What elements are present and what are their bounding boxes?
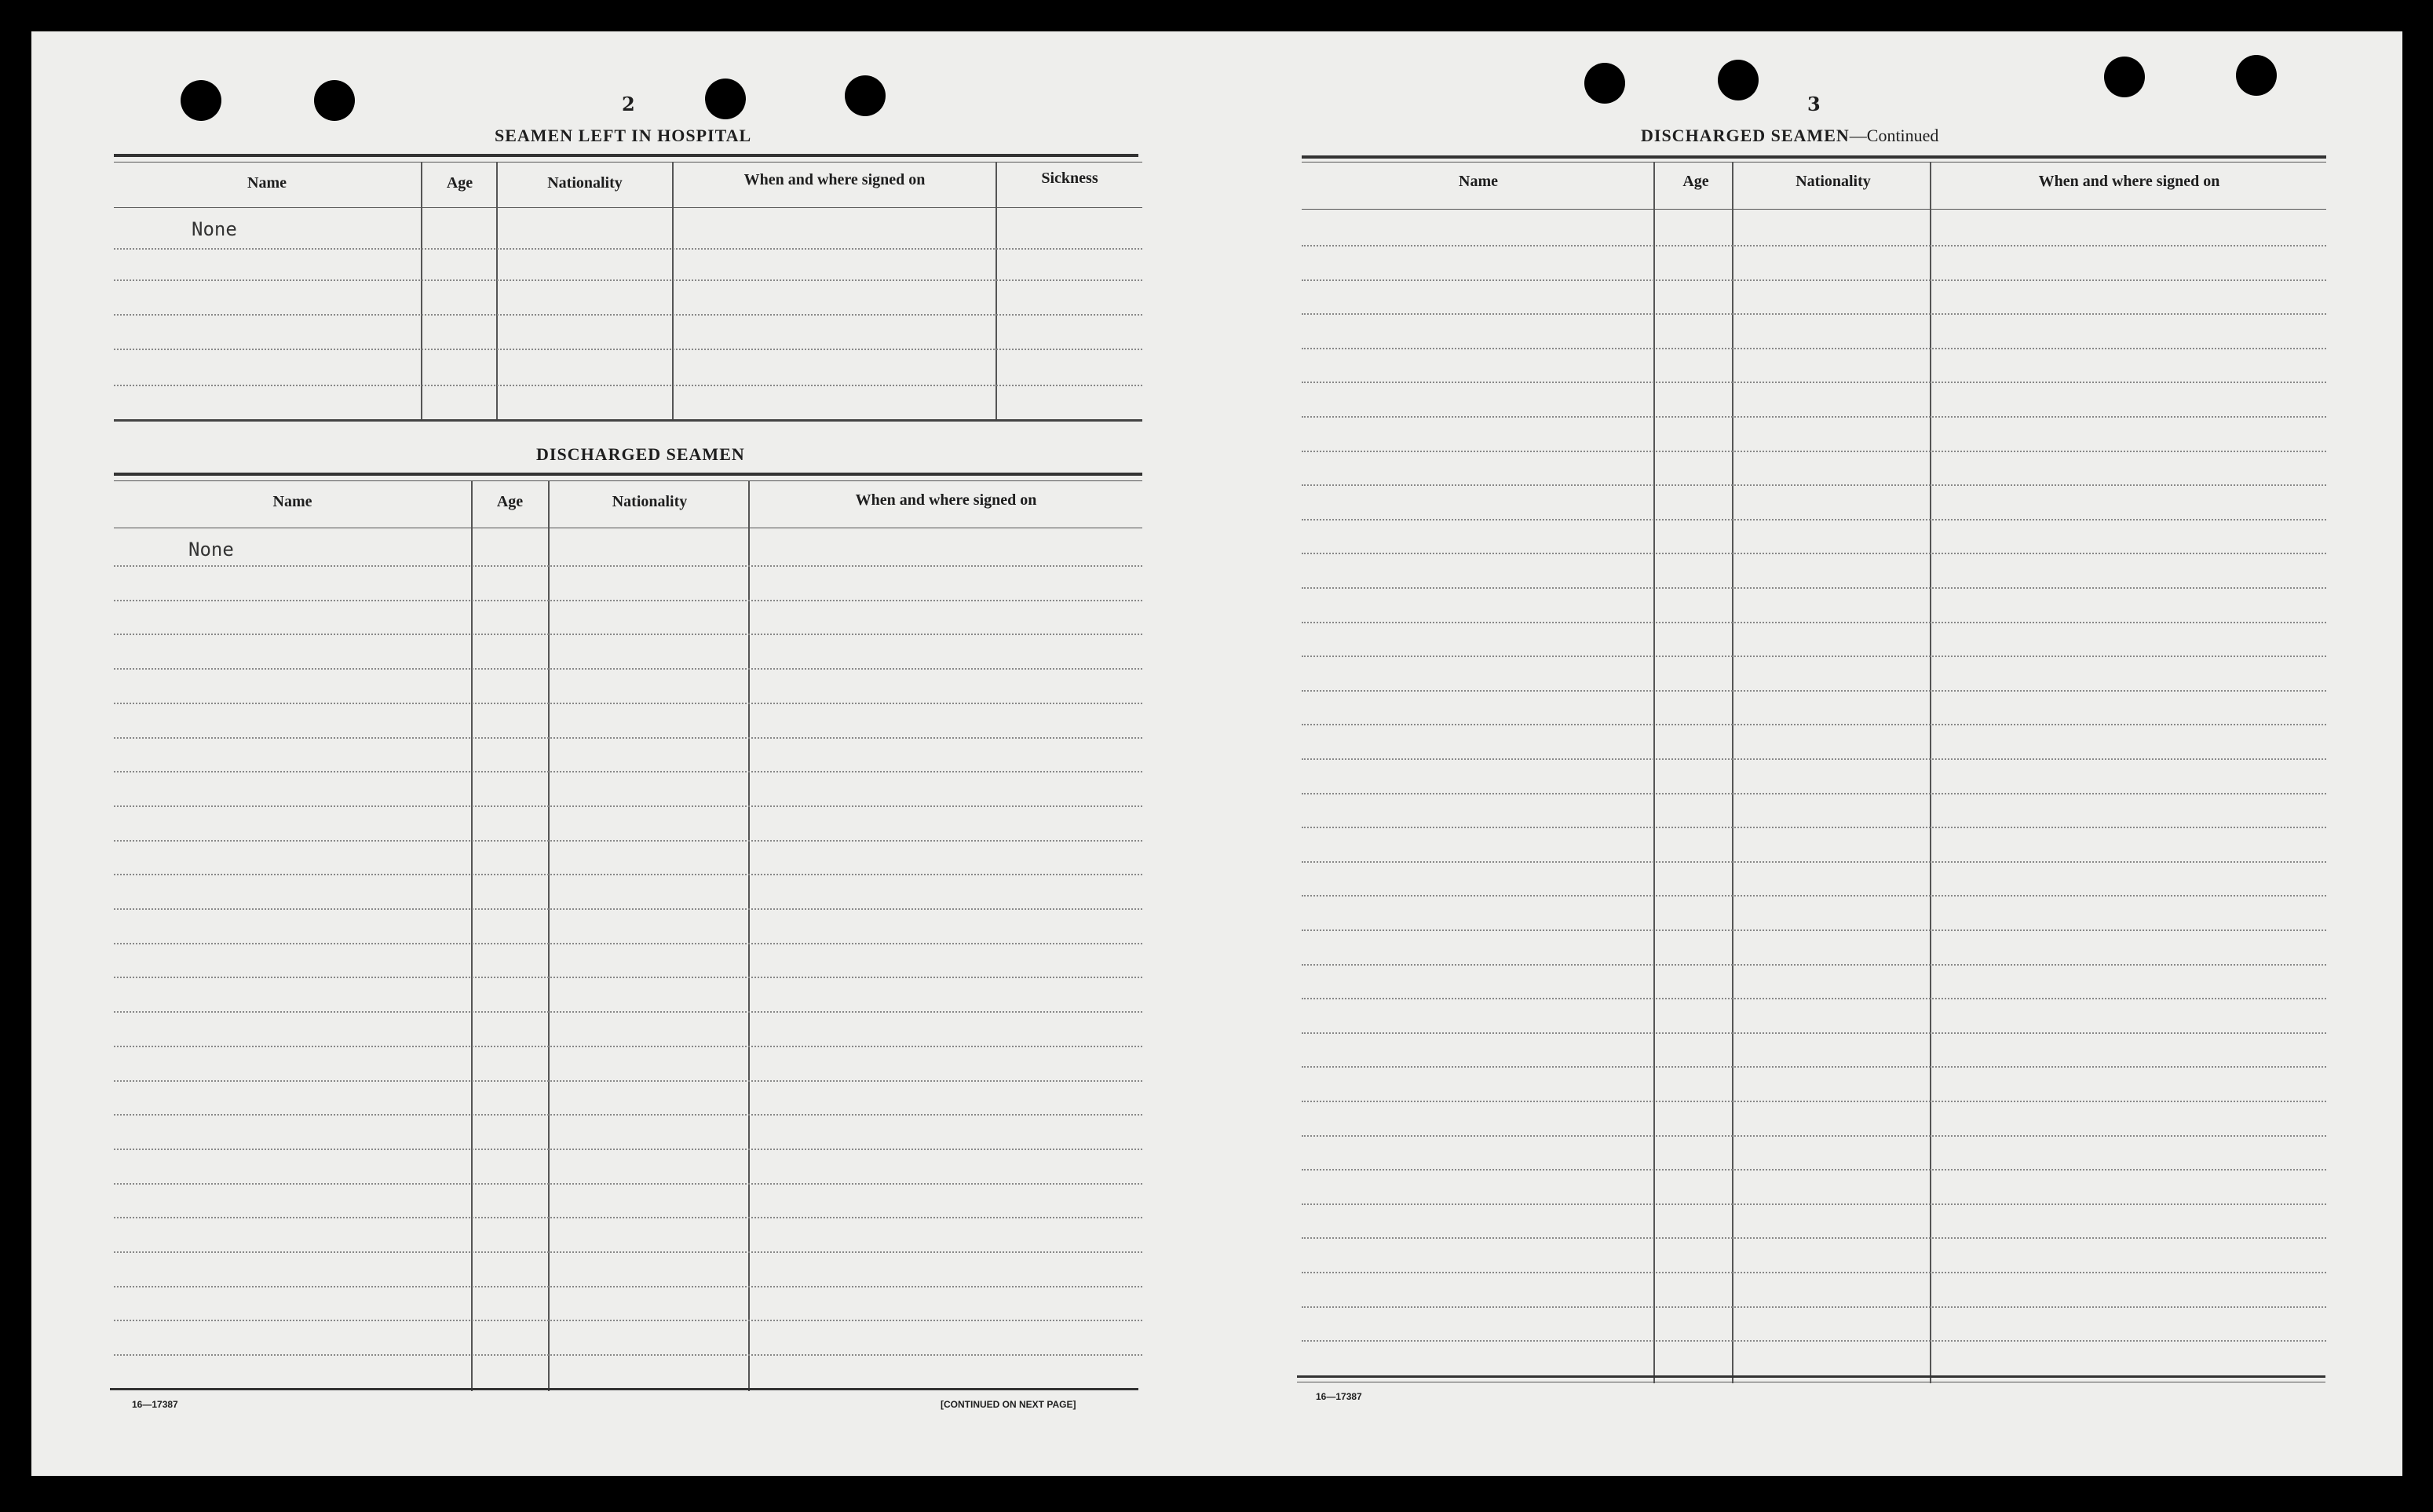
right-col-nationality: Nationality (1796, 173, 1871, 190)
right-top-rule (1302, 155, 2326, 159)
right-row-line (1302, 1272, 2326, 1273)
hospital-row-line (114, 279, 1142, 281)
discharged-row-line (114, 703, 1142, 704)
discharged-section-title: DISCHARGED SEAMEN (536, 444, 745, 464)
hospital-col-signed-on: When and where signed on (743, 171, 926, 188)
right-row-line (1302, 484, 2326, 486)
punch-hole (2236, 55, 2277, 96)
hospital-col-name: Name (247, 174, 287, 192)
right-row-line (1302, 451, 2326, 452)
discharged-col-name: Name (272, 493, 312, 510)
punch-hole (845, 75, 886, 116)
discharged-bottom-rule (110, 1388, 1138, 1390)
right-divider (1930, 162, 1931, 1383)
right-row-line (1302, 690, 2326, 692)
discharged-first-entry: None (188, 539, 234, 561)
discharged-divider (471, 480, 473, 1391)
right-row-line (1302, 313, 2326, 315)
right-row-line (1302, 1203, 2326, 1205)
right-row-line (1302, 998, 2326, 999)
discharged-top-rule-inner (114, 480, 1142, 481)
right-row-line (1302, 1237, 2326, 1239)
hospital-section-title: SEAMEN LEFT IN HOSPITAL (495, 126, 752, 145)
right-row-line (1302, 348, 2326, 349)
form-number-right: 16—17387 (1316, 1391, 1362, 1402)
right-col-name: Name (1459, 173, 1498, 190)
discharged-row-line (114, 1080, 1142, 1082)
discharged-row-line (114, 600, 1142, 601)
right-row-line (1302, 895, 2326, 897)
discharged-divider (748, 480, 750, 1391)
discharged-row-line (114, 668, 1142, 670)
right-row-line (1302, 793, 2326, 794)
right-row-line (1302, 1135, 2326, 1137)
discharged-row-line (114, 1320, 1142, 1321)
right-top-rule-inner (1302, 162, 2326, 163)
right-row-line (1302, 279, 2326, 281)
right-row-line (1302, 1066, 2326, 1068)
punch-hole (1584, 63, 1625, 104)
right-row-line (1302, 519, 2326, 520)
discharged-continued-suffix: —Continued (1849, 126, 1939, 145)
hospital-row-line (114, 314, 1142, 316)
hospital-col-age: Age (446, 174, 473, 192)
right-row-line (1302, 656, 2326, 657)
right-row-line (1302, 622, 2326, 623)
punch-hole (2104, 57, 2145, 97)
right-row-line (1302, 929, 2326, 931)
discharged-continued-title (1641, 126, 1938, 146)
discharged-divider (548, 480, 550, 1391)
hospital-divider (496, 162, 498, 419)
discharged-row-line (114, 1286, 1142, 1287)
discharged-row-line (114, 1011, 1142, 1013)
right-row-line (1302, 827, 2326, 828)
right-divider (1732, 162, 1733, 1383)
discharged-col-signed-on: When and where signed on (855, 491, 1037, 509)
discharged-row-line (114, 840, 1142, 842)
right-row-line (1302, 587, 2326, 589)
continued-note: [CONTINUED ON NEXT PAGE] (941, 1399, 1076, 1410)
hospital-header-rule (114, 207, 1142, 208)
hospital-row-line (114, 248, 1142, 250)
hospital-top-rule (114, 154, 1138, 157)
right-row-line (1302, 758, 2326, 760)
discharged-row-line (114, 943, 1142, 944)
discharged-row-line (114, 908, 1142, 910)
hospital-col-sickness: Sickness (1041, 170, 1098, 187)
right-col-signed-on: When and where signed on (2038, 173, 2220, 190)
discharged-row-line (114, 1149, 1142, 1150)
right-header-rule (1302, 209, 2326, 210)
page-number-right: 3 (1807, 93, 1821, 115)
hospital-divider (995, 162, 997, 419)
discharged-row-line (114, 737, 1142, 739)
discharged-row-line (114, 1114, 1142, 1116)
right-row-line (1302, 1101, 2326, 1102)
hospital-bottom-rule (114, 419, 1142, 422)
discharged-row-line (114, 1217, 1142, 1218)
hospital-row-line (114, 349, 1142, 350)
discharged-continued-title-main: DISCHARGED SEAMEN (1641, 126, 1850, 145)
right-bottom-rule (1297, 1375, 2325, 1378)
punch-hole (705, 79, 746, 119)
discharged-row-line (114, 634, 1142, 635)
discharged-col-age: Age (496, 493, 524, 510)
right-row-line (1302, 1306, 2326, 1308)
right-row-line (1302, 245, 2326, 247)
right-row-line (1302, 553, 2326, 554)
right-divider (1653, 162, 1655, 1383)
right-row-line (1302, 861, 2326, 863)
discharged-row-line (114, 1046, 1142, 1047)
right-row-line (1302, 1169, 2326, 1171)
right-row-line (1302, 724, 2326, 725)
hospital-divider (421, 162, 422, 419)
right-row-line (1302, 1340, 2326, 1342)
punch-hole (181, 80, 221, 121)
right-col-age: Age (1682, 173, 1709, 190)
discharged-row-line (114, 1251, 1142, 1253)
form-number-left: 16—17387 (132, 1399, 178, 1410)
discharged-row-line (114, 805, 1142, 807)
discharged-col-nationality: Nationality (612, 493, 688, 510)
discharged-row-line (114, 565, 1142, 567)
hospital-col-nationality: Nationality (547, 174, 623, 192)
punch-hole (314, 80, 355, 121)
hospital-first-entry: None (192, 218, 237, 240)
right-row-line (1302, 416, 2326, 418)
right-row-line (1302, 382, 2326, 383)
hospital-row-line (114, 385, 1142, 386)
punch-hole (1718, 60, 1759, 100)
hospital-divider (672, 162, 674, 419)
discharged-row-line (114, 1183, 1142, 1185)
discharged-row-line (114, 1354, 1142, 1356)
page-number-left: 2 (622, 93, 635, 115)
hospital-top-rule-inner (114, 162, 1142, 163)
discharged-top-rule (114, 473, 1142, 476)
discharged-row-line (114, 977, 1142, 978)
right-row-line (1302, 964, 2326, 966)
discharged-row-line (114, 874, 1142, 875)
discharged-row-line (114, 771, 1142, 772)
right-row-line (1302, 1032, 2326, 1034)
